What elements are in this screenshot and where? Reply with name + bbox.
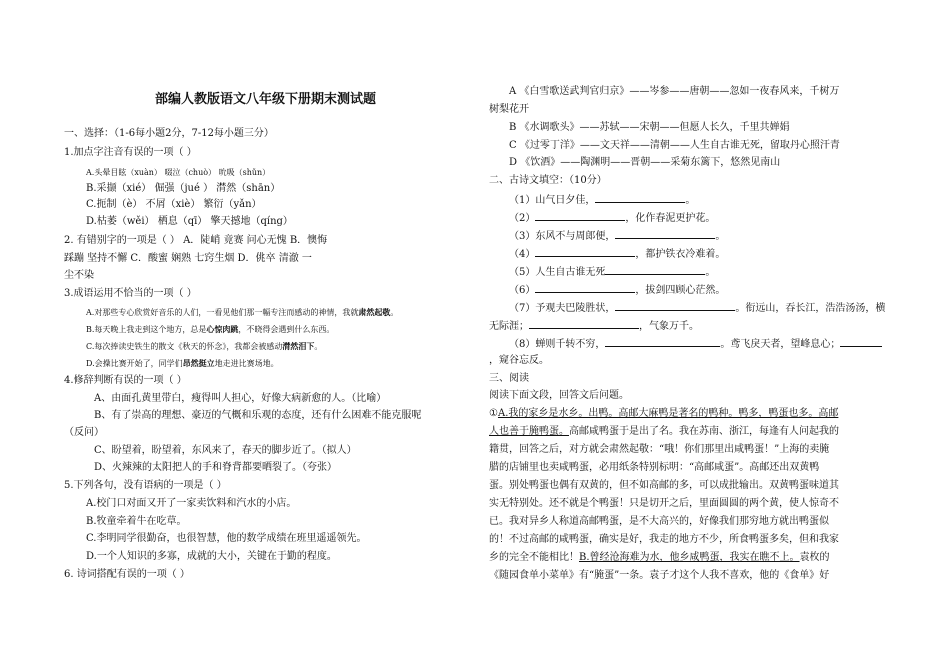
fill-5-end: 。 [705, 267, 716, 278]
q3c-end: 。 [314, 342, 323, 351]
question-2-line-3: 尘不染 [64, 270, 94, 281]
q3c-text: C.每次捧读史铁生的散文《秋天的怀念》，我都会被感动 [86, 342, 283, 351]
fill-7-text-d: ，气象万千。 [639, 321, 699, 332]
q1-option-b: B.采撷（xié） 倔强（jué ） 潸然（shān） [86, 183, 281, 194]
fill-3-blank[interactable] [615, 227, 715, 239]
fill-8-line-2: ，窥谷忘反。 [489, 355, 549, 366]
q4-option-b-line-2: （反问） [64, 427, 104, 438]
fill-7-blank-2[interactable] [529, 317, 639, 329]
question-2-line-1: 2. 有错别字的一项是（ ） A．陡峭 竟赛 问心无愧 B．懊悔 [64, 235, 328, 246]
q1-option-a: A.头晕目眩（xuàn） 啜泣（chuò） 吮吸（shǔn） [86, 168, 271, 177]
q3b-text: B.每天晚上我走到这个地方，总是 [86, 325, 207, 334]
fill-5 [509, 263, 715, 281]
q5-option-b: B.牧童牵着牛在吃草。 [86, 516, 187, 527]
q3-option-a [86, 304, 398, 321]
section-1-heading: 一、选择：（1-6每小题2分，7-12每小题三分） [64, 128, 274, 139]
question-4: 4.修辞判断有误的一项（ ） [64, 375, 187, 386]
fill-3 [509, 227, 725, 245]
fill-8-text-b: 。鸢飞戾天者，望峰息心； [720, 339, 841, 350]
passage-line-2-rest: 高邮咸鸭蛋于是出了名。我在苏南、浙江，每逢有人问起我的 [569, 426, 839, 437]
section-2-heading: 二、古诗文填空：（10分） [489, 175, 607, 186]
fill-2 [509, 209, 715, 227]
underlined-sentence-a-part-1: A.我的家乡是水乡。出鸭。高邮大麻鸭是著名的鸭种。鸭多，鸭蛋也多。高邮 [497, 408, 839, 419]
fill-8-blank-2[interactable] [840, 335, 882, 347]
passage-line-5: 蛋。别处鸭蛋也偶有双黄的，但不如高邮的多，可以成批输出。双黄鸭蛋味道其 [489, 480, 839, 491]
question-6: 6. 诗词搭配有误的一项（ ） [64, 569, 190, 580]
question-5: 5.下列各句，没有语病的一项是（ ） [64, 480, 227, 491]
fill-7-text-b: 。衔远山，吞长江，浩浩汤汤，横 [735, 303, 886, 314]
q3b-idiom: 心惊肉跳 [206, 324, 239, 334]
q6-option-d: D 《饮酒》——陶渊明——晋朝——采菊东篱下，悠然见南山 [509, 157, 781, 168]
fill-4-text: ，都护铁衣冷难着。 [635, 249, 726, 260]
q3d-text: D.会操比赛开始了，同学们 [86, 359, 183, 368]
fill-6 [509, 281, 725, 299]
underlined-sentence-b: B.曾经沧海难为水，他乡咸鸭蛋，我实在瞧不上。 [579, 552, 800, 563]
fill-7-line-1 [509, 299, 885, 317]
fill-7-text-a: （7）予观夫巴陵胜状， [509, 303, 616, 314]
underlined-sentence-a-part-2: 人也善于腌鸭蛋。 [489, 426, 569, 437]
paragraph-marker: ① [489, 408, 498, 419]
question-2-line-2: 踩蹦 坚持不懈 C．酸蜜 娴熟 七窍生烟 D．佻卒 清澈 一 [64, 253, 312, 264]
q3c-idiom: 潸然泪下 [282, 341, 315, 351]
passage-line-9-post: 袁枚的 [799, 552, 830, 563]
fill-2-blank[interactable] [535, 209, 625, 221]
q5-option-c: C.李明同学很勤奋，也很智慧，他的数学成绩在班里遥遥领先。 [86, 533, 367, 544]
q4-option-a: A、由面孔黄里带白，瘦得叫人担心，好像大病新愈的人。（比喻） [94, 393, 387, 404]
passage-line-7: 已。我对异乡人称道高邮鸭蛋，是不大高兴的，好像我们那穷地方就出鸭蛋似 [489, 516, 829, 527]
q5-option-a: A.校门口对面又开了一家卖饮料和汽水的小店。 [86, 498, 297, 509]
fill-4-blank[interactable] [535, 245, 635, 257]
fill-1 [509, 191, 695, 209]
passage-line-3: 籍贯，回答之后，对方就会肃然起敬：“哦！你们那里出咸鸭蛋！”上海的卖腌 [489, 444, 830, 455]
fill-8-line-1 [509, 335, 882, 353]
q6-option-c: C 《过零丁洋》——文天祥——清朝——人生自古谁无死，留取丹心照汗青 [509, 140, 840, 151]
q6-option-a-line-1: A 《白雪歌送武判官归京》——岑参——唐朝——忽如一夜春风来，千树万 [509, 86, 840, 97]
q3d-end: 地走进比赛场地。 [214, 359, 279, 368]
fill-3-end: 。 [715, 231, 726, 242]
q4-option-b-line-1: B、有了崇高的理想、豪迈的气概和乐观的态度，还有什么困难不能克服呢 [94, 410, 422, 421]
q3-option-b [86, 321, 334, 338]
q5-option-d: D.一个人知识的多寡，成就的大小，关键在于勤的程度。 [86, 551, 337, 562]
q1-option-d: D.枯萎（wěi） 栖息（qī） 擎天撼地（qíng） [86, 216, 293, 227]
q3-option-d [86, 355, 279, 372]
fill-4-num: （4） [509, 249, 536, 260]
fill-5-blank[interactable] [605, 263, 705, 275]
fill-2-text: ，化作春泥更护花。 [625, 213, 716, 224]
q4-option-c: C、盼望着，盼望着，东风来了，春天的脚步近了。（拟人） [94, 445, 357, 456]
q6-option-b: B 《水调歌头》——苏轼——宋朝——但愿人长久，千里共婵娟 [509, 122, 790, 133]
fill-5-text: （5）人生自古谁无死 [509, 267, 606, 278]
reading-intro: 阅读下面文段，回答文后问题。 [489, 390, 629, 401]
section-3-heading: 三、阅读 [489, 373, 529, 384]
passage-line-10: 《随园食单小菜单》有“腌蛋”一条。袁子才这个人我不喜欢，他的《食单》好 [489, 570, 830, 581]
passage-line-2 [489, 424, 839, 440]
fill-8-text-a: （8）蝉则千转不穷， [509, 339, 606, 350]
fill-6-num: （6） [509, 285, 536, 296]
fill-7-text-c: 无际涯； [489, 321, 529, 332]
passage-line-4: 腊的店铺里也卖咸鸭蛋，必用纸条特别标明：“高邮咸蛋”。高邮还出双黄鸭 [489, 462, 820, 473]
fill-8-blank-1[interactable] [605, 335, 720, 347]
fill-1-end: 。 [685, 195, 696, 206]
fill-3-text: （3）东风不与周郎便， [509, 231, 616, 242]
q3a-text: A.对那些专心欣赏好音乐的人们，一看见他们那一幅专注而感动的神情，我就 [86, 308, 359, 317]
fill-6-blank[interactable] [535, 281, 635, 293]
q3-option-c [86, 338, 322, 355]
q1-option-c: C.扼制（è） 不屑（xiè） 繁衍（yǎn） [86, 199, 262, 210]
fill-4 [509, 245, 725, 263]
passage-line-6: 实无特别处。还不就是个鸭蛋！只是切开之后，里面圆圆的两个黄，使人惊奇不 [489, 498, 839, 509]
fill-2-num: （2） [509, 213, 536, 224]
question-3: 3.成语运用不恰当的一项（ ） [64, 288, 197, 299]
fill-7-line-2 [489, 317, 699, 335]
passage-line-1 [489, 406, 838, 422]
fill-6-text: ，拔剑四顾心茫然。 [635, 285, 726, 296]
q6-option-a-line-2: 树梨花开 [489, 104, 529, 115]
q3a-idiom: 肃然起敬 [358, 307, 391, 317]
fill-7-blank-1[interactable] [615, 299, 735, 311]
question-1: 1.加点字注音有误的一项（ ） [64, 147, 197, 158]
passage-line-8: 的！不过高邮的咸鸭蛋，确实是好，我走的地方不少，所食鸭蛋多矣，但和我家 [489, 534, 839, 545]
q4-option-d: D、火辣辣的太阳把人的手和脊背都要晒裂了。（夸张） [94, 462, 338, 473]
fill-1-text: （1）山气日夕佳， [509, 195, 596, 206]
q3b-end: ，不晓得会遇到什么东西。 [238, 325, 335, 334]
page-title: 部编人教版语文八年级下册期末测试题 [155, 92, 377, 107]
q3d-idiom: 昂然挺立 [182, 358, 215, 368]
q3a-end: 。 [390, 308, 399, 317]
passage-line-9 [489, 550, 830, 566]
fill-1-blank[interactable] [595, 191, 685, 203]
passage-line-9-pre: 乡的完全不能相比！ [489, 552, 579, 563]
